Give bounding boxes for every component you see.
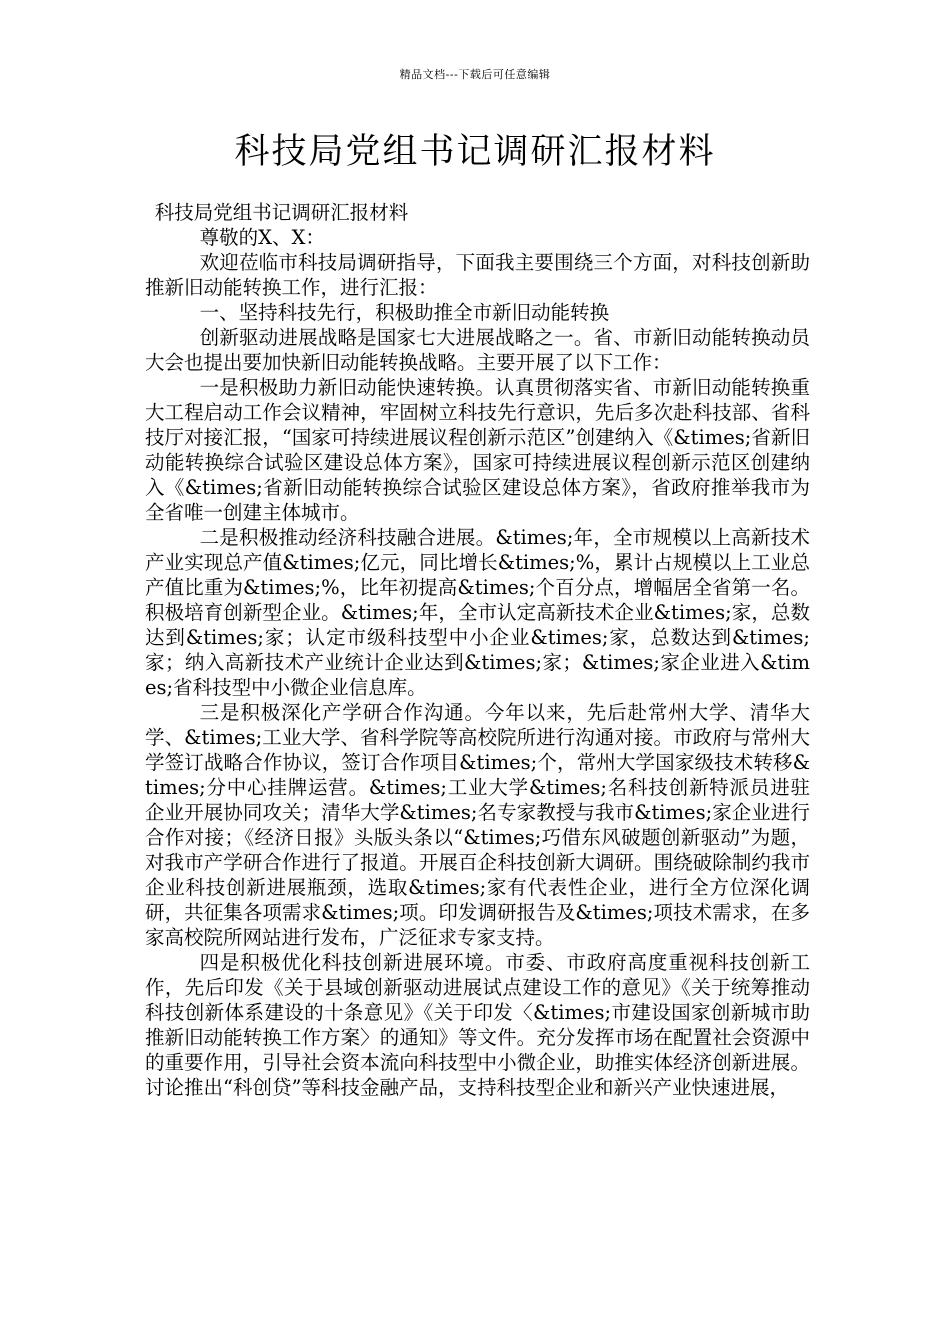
subtitle-paragraph: 科技局党组书记调研汇报材料 (154, 201, 409, 224)
intro-paragraph: 欢迎莅临市科技局调研指导，下面我主要围绕三个方面，对科技创新助推新旧动能转换工作，进行汇报： (145, 251, 810, 299)
document-title: 科技局党组书记调研汇报材料 (234, 132, 716, 172)
body-paragraph: 二是积极推动经济科技融合进展。&times;年，全市规模以上高新技术产业实现总产值&times;亿元，同比增长&times;%，累计占规模以上工业总产值比重为&times;%，比年初提高&times;个百分点，增幅居全省第一名。积极培育创新型企业。&times;年，全市认定高新技术企业&times;家，总数达到&times;家；认定市级科技型中小企业&times;家，总数达到&times;家；纳入高新技术产业统计企业达到&times;家；&times;家企业进入&times;省科技型中小微企业信息库。 (145, 526, 810, 699)
section-heading: 一、坚持科技先行，积极助推全市新旧动能转换 (199, 301, 610, 324)
body-paragraph: 创新驱动进展战略是国家七大进展战略之一。省、市新旧动能转换动员大会也提出要加快新旧动能转换战略。主要开展了以下工作： (145, 326, 810, 374)
document-body (145, 200, 810, 1100)
salutation-paragraph: 尊敬的X、X： (199, 226, 325, 249)
body-paragraph: 三是积极深化产学研合作沟通。今年以来，先后赴常州大学、清华大学、&times;工业大学、省科学院等高校院所进行沟通对接。市政府与常州大学签订战略合作协议，签订合作项目&times;个，常州大学国家级技术转移&times;分中心挂牌运营。&times;工业大学&times;名科技创新特派员进驻企业开展协同攻关；清华大学&times;名专家教授与我市&times;家企业进行合作对接；《经济日报》头版头条以“&times;巧借东风破题创新驱动”为题，对我市产学研合作进行了报道。开展百企科技创新大调研。围绕破除制约我市企业科技创新进展瓶颈，选取&times;家有代表性企业，进行全方位深化调研，共征集各项需求&times;项。印发调研报告及&times;项技术需求，在多家高校院所网站进行发布，广泛征求专家支持。 (145, 701, 810, 949)
body-paragraph: 一是积极助力新旧动能快速转换。认真贯彻落实省、市新旧动能转换重大工程启动工作会议精神，牢固树立科技先行意识，先后多次赴科技部、省科技厅对接汇报，“国家可持续进展议程创新示范区”创建纳入《&times;省新旧动能转换综合试验区建设总体方案》，国家可持续进展议程创新示范区创建纳入《&times;省新旧动能转换综合试验区建设总体方案》，省政府推举我市为全省唯一创建主体城市。 (145, 376, 810, 524)
body-paragraph: 四是积极优化科技创新进展环境。市委、市政府高度重视科技创新工作，先后印发《关于县域创新驱动进展试点建设工作的意见》《关于统筹推动科技创新体系建设的十条意见》《关于印发〈&times;市建设国家创新城市助推新旧动能转换工作方案〉的通知》等文件。充分发挥市场在配置社会资源中的重要作用，引导社会资本流向科技型中小微企业，助推实体经济创新进展。讨论推出“科创贷”等科技金融产品，支持科技型企业和新兴产业快速进展， (145, 951, 810, 1099)
header-note: 精品文档---下载后可任意编辑 (399, 68, 551, 81)
